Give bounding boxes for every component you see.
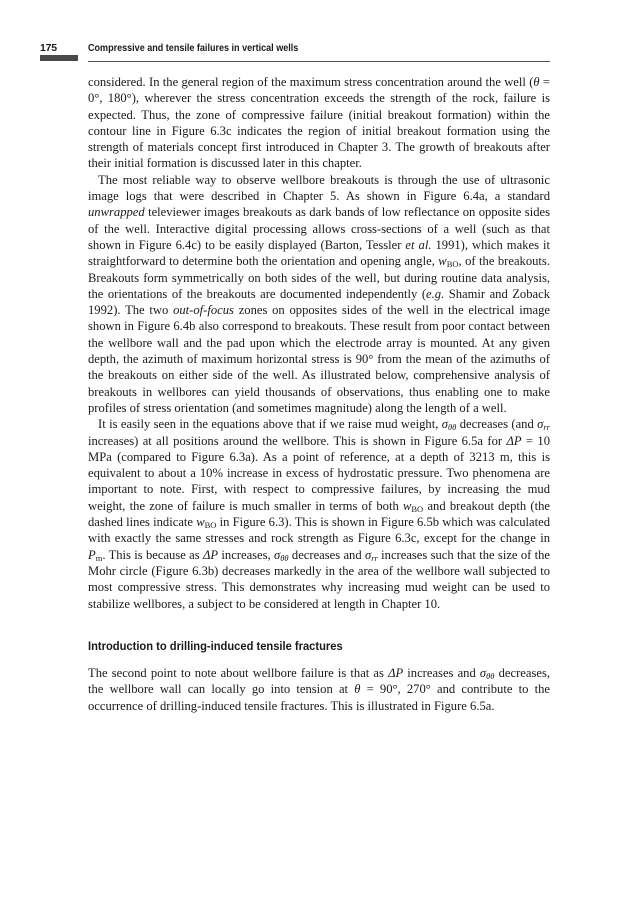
paragraph-4: The second point to note about wellbore failure is that as ΔP increases and $\sigma_{\theta\theta}$ decreases, the wellbore wall can locally go into tension at θ = 90°, 270° and contribute to the occurrence of drilling-induced tensile fractures. This is illustrated in Figure 6.5a. [88,666,550,713]
paragraph-2: The most reliable way to observe wellbore breakouts is through the use of ultrasonic image logs that were described in Chapter 5. As shown in Figure 6.4a, a standard unwrapped televiewer images breakouts as dark bands of low reflectance on opposite sides of the well. Interactive digital processing allows cross-sections of a well (such as that shown in Figure 6.4c) to be easily displayed (Barton, Tessler et al. 1991), which makes it straightforward to determine both the orientation and opening angle, $w_{BO}$, of the breakouts. Breakouts form symmetrically on both sides of the well, but during routine data analysis, the orientations of the breakouts are documented independently (e.g. Shamir and Zoback 1992). The two out-of-focus zones on opposites sides of the well in the electrical image shown in Figure 6.4b also correspond to breakouts. These result from poor contact between the wellbore wall and the pad upon which the electrode array is mounted. At any given depth, the azimuth of maximum horizontal stress is 90° from the mean of the azimuths of the breakouts on either side of the well. As illustrated below, comprehensive analysis of breakouts in wellbores can yield thousands of observations, thus enabling one to make profiles of stress orientation (and sometimes magnitude) along the length of a well. [88,172,550,415]
header-rule [88,61,550,62]
page-number-tab [40,55,78,61]
running-title: Compressive and tensile failures in vertical wells [88,42,299,54]
paragraph-3: It is easily seen in the equations above that if we raise mud weight, $\sigma_{\theta\theta}$ decreases (and $\sigma_{rr}$ increases) at all positions around the wellbore. This is shown in Figure 6.5a for ΔP = 10 MPa (compared to Figure 6.3a). As a point of reference, at a depth of 3213 m, this is equivalent to about a 10% increase in excess of hydrostatic pressure. Two phenomena are important to note. First, with respect to compressive failures, by increasing the mud weight, the zone of failure is much smaller in terms of both $w_{BO}$ and breakout depth (the dashed lines indicate $w_{BO}$ in Figure 6.3). This is shown in Figure 6.5b which was calculated with exactly the same stresses and rock strength as Figure 6.3c, except for the change in $P_m$. This is because as ΔP increases, $\sigma_{\theta\theta}$ decreases and $\sigma_{rr}$ increases such that the size of the Mohr circle (Figure 6.3b) decreases markedly in the area of the wellbore wall subjected to most compressive stress. This demonstrates why increasing mud weight can be used to stabilize wellbores, a subject to be considered at length in Chapter 10. [88,417,551,611]
section-heading: Introduction to drilling-induced tensile fractures [88,638,343,653]
paragraph-1: considered. In the general region of the maximum stress concentration around the well (θ = 0°, 180°), wherever the stress concentration exceeds the strength of the rock, failure is expected. Thus, the zone of compressive failure (initial breakout formation) within the contour line in Figure 6.3c indicates the region of initial breakout formation using the strength of materials concept first introduced in Chapter 3. The growth of breakouts after their initial formation is discussed later in this chapter. [88,75,550,171]
page-header [40,40,550,66]
page-number: 175 [40,42,57,54]
page-body [88,74,550,714]
